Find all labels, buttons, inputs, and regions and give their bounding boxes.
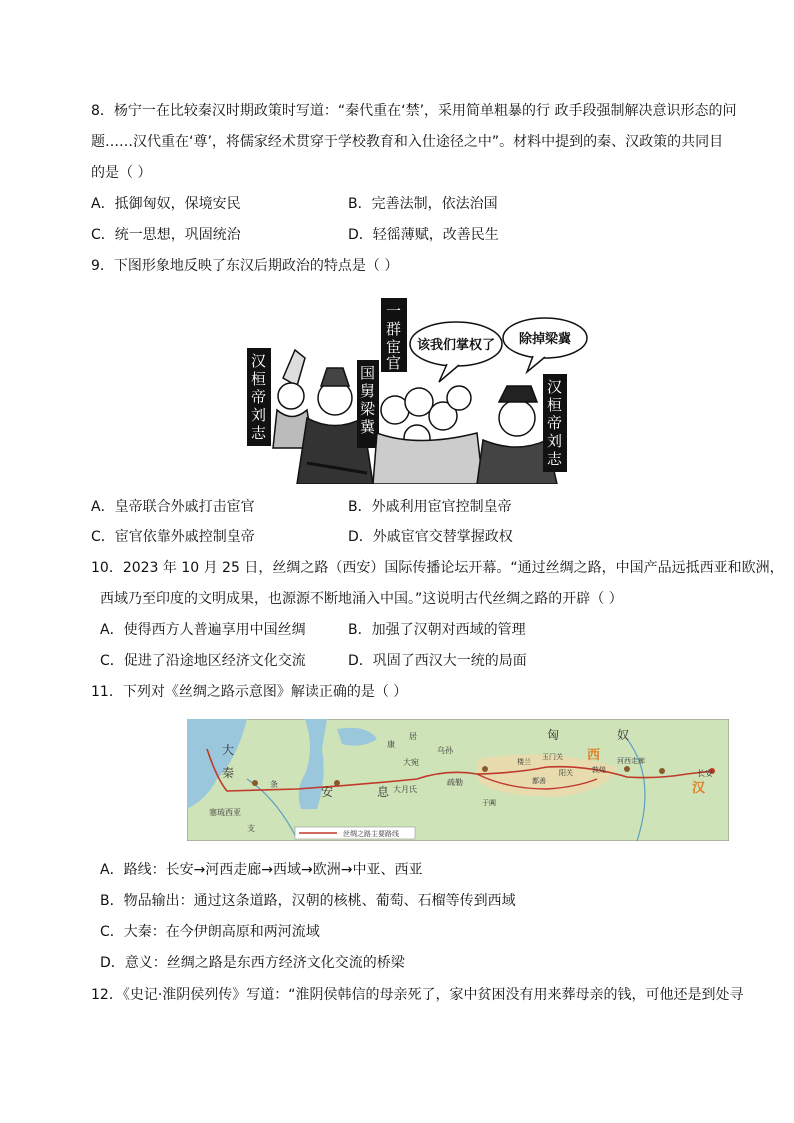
cartoon-bubble-1: 该我们掌权了 <box>416 338 496 353</box>
map-label-dawan: 大宛 <box>403 758 419 767</box>
cartoon-label-guojiu: 国舅梁冀 <box>360 364 376 436</box>
map-label-zhi: 支 <box>247 824 255 833</box>
q11-option-a: A．路线：长安→河西走廊→西域→欧洲→中亚、西亚 <box>100 862 423 878</box>
q9-option-d: D．外戚宦官交替掌握政权 <box>348 529 513 545</box>
map-label-tiaozhi: 条 <box>270 780 278 789</box>
map-label-shule: 疏勒 <box>447 778 463 787</box>
q10-stem-line2: 西域乃至印度的文明成果，也源源不断地涌入中国。”这说明古代丝绸之路的开辟（ ） <box>100 591 623 607</box>
cartoon-label-left: 汉桓帝刘志 <box>251 352 267 442</box>
map-label-anxi-2: 息 <box>377 785 390 799</box>
map-label-hexi: 河西走廊 <box>617 757 645 765</box>
q12-stem-line1: 12．《史记·淮阴侯列传》写道：“淮阴侯韩信的母亲死了，家中贫困没有用来葬母亲的钱，可他还是到处寻 <box>91 987 744 1003</box>
cartoon-image <box>247 298 589 484</box>
q11-option-c: C．大秦：在今伊朗高原和两河流域 <box>100 924 320 940</box>
q10-option-d: D．巩固了西汉大一统的局面 <box>348 653 527 669</box>
q8-option-d: D．轻徭薄赋，改善民生 <box>348 227 499 243</box>
q8-stem-line1: 8．杨宁一在比较秦汉时期政策时写道：“秦代重在‘禁’，采用简单粗暴的行 政手段强制解决意识形态的问 <box>91 103 737 119</box>
map-label-kangju-2: 居 <box>409 732 417 741</box>
map-label-dunhuang: 敦煌 <box>592 766 606 774</box>
q8-option-b: B．完善法制，依法治国 <box>348 196 498 212</box>
cartoon-label-eunuchs: 一群宦官 <box>386 302 402 372</box>
q9-option-c: C．宦官依靠外戚控制皇帝 <box>91 529 255 545</box>
q11-option-b: B．物品输出：通过这条道路，汉朝的核桃、葡萄、石榴等传到西域 <box>100 893 516 909</box>
cartoon-label-right: 汉桓帝刘志 <box>547 378 563 468</box>
q11-option-d: D．意义：丝绸之路是东西方经济文化交流的桥梁 <box>100 955 405 971</box>
silk-road-map <box>187 719 729 841</box>
map-label-dayuezhi: 大月氏 <box>393 785 417 794</box>
q10-option-b: B．加强了汉朝对西域的管理 <box>348 622 526 638</box>
map-label-daqin-2: 秦 <box>222 766 235 780</box>
map-legend-label: 丝绸之路主要路线 <box>343 830 399 838</box>
map-label-yutian: 于阗 <box>482 799 496 807</box>
map-label-shanshan: 鄯善 <box>532 777 546 785</box>
q9-stem: 9．下图形象地反映了东汉后期政治的特点是（ ） <box>91 258 399 274</box>
map-label-han: 汉 <box>692 781 706 796</box>
map-label-wusun: 乌孙 <box>437 746 453 755</box>
q8-option-c: C．统一思想，巩固统治 <box>91 227 241 243</box>
q8-stem-line3: 的是（ ） <box>91 165 152 181</box>
map-label-anxi-1: 安 <box>321 785 334 799</box>
map-label-yangguan: 阳关 <box>559 769 573 777</box>
q10-option-c: C．促进了沿途地区经济文化交流 <box>100 653 306 669</box>
map-label-changan: 长安 <box>697 769 713 778</box>
q10-option-a: A．使得西方人普遍享用中国丝绸 <box>100 622 306 638</box>
q8-option-a: A．抵御匈奴，保境安民 <box>91 196 241 212</box>
q11-stem: 11．下列对《丝绸之路示意图》解读正确的是（ ） <box>91 684 408 700</box>
map-label-xiongnu-1: 匈 <box>547 728 560 742</box>
map-label-xiongnu-2: 奴 <box>617 728 630 742</box>
map-label-seleucia: 塞琉西亚 <box>209 808 241 817</box>
map-label-xi: 西 <box>587 748 601 763</box>
q8-stem-line2: 题……汉代重在‘尊’，将儒家经术贯穿于学校教育和入仕途径之中”。材料中提到的秦、汉政策的共同目 <box>91 134 724 150</box>
q10-stem-line1: 10．2023 年 10 月 25 日，丝绸之路（西安）国际传播论坛开幕。“通过丝绸之路，中国产品远抵西亚和欧洲， <box>91 560 784 576</box>
map-label-kangju-1: 康 <box>387 740 395 749</box>
map-label-daqin-1: 大 <box>222 743 235 757</box>
q9-option-b: B．外戚利用宦官控制皇帝 <box>348 499 512 515</box>
map-label-yumenguan: 玉门关 <box>542 753 563 761</box>
map-label-loulan: 楼兰 <box>517 758 531 766</box>
q9-option-a: A．皇帝联合外戚打击宦官 <box>91 499 255 515</box>
cartoon-bubble-2: 除掉梁冀 <box>518 332 572 347</box>
